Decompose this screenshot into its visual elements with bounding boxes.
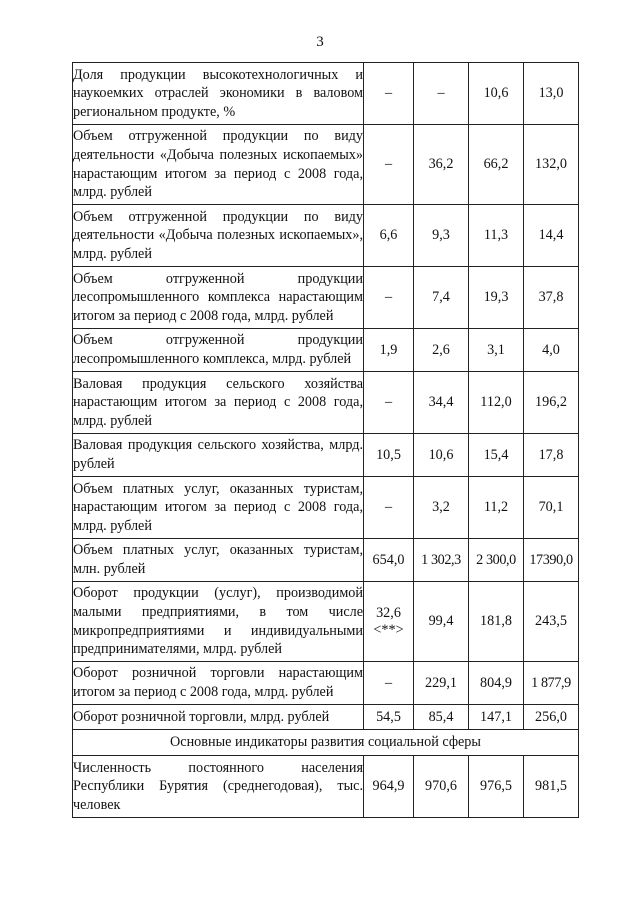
indicator-value: 10,6: [469, 63, 524, 125]
indicator-value-number: 32,6: [376, 604, 401, 621]
indicator-value: 15,4: [469, 434, 524, 477]
indicator-value: 7,4: [414, 267, 469, 329]
indicator-value: –: [414, 63, 469, 125]
indicator-value: 66,2: [469, 125, 524, 205]
indicator-value: 17,8: [524, 434, 579, 477]
indicator-value: 14,4: [524, 205, 579, 267]
indicator-label: Валовая продукция сельского хозяйства, млрд. рублей: [73, 434, 364, 477]
indicator-value: –: [364, 477, 414, 539]
indicator-label: Оборот розничной торговли, млрд. рублей: [73, 705, 364, 730]
indicator-value: 964,9: [364, 756, 414, 818]
indicator-value: 112,0: [469, 372, 524, 434]
indicator-value: 1 877,9: [524, 662, 579, 705]
indicator-value: 36,2: [414, 125, 469, 205]
indicator-value: 1,9: [364, 329, 414, 372]
indicator-value: –: [364, 267, 414, 329]
indicator-value: 54,5: [364, 705, 414, 730]
indicator-value: [364, 582, 414, 662]
indicator-label: Доля продукции высокотехнологичных и наукоемких отраслей экономики в валовом региональном продукте, %: [73, 63, 364, 125]
indicator-value: 804,9: [469, 662, 524, 705]
indicator-label: Оборот розничной торговли нарастающим итогом за период с 2008 года, млрд. рублей: [73, 662, 364, 705]
indicator-label: Объем платных услуг, оказанных туристам, млн. рублей: [73, 539, 364, 582]
indicator-value: 196,2: [524, 372, 579, 434]
indicator-label: Оборот продукции (услуг), производимой малыми предприятиями, в том числе микропредприятиями и индивидуальными предпринимателями, млрд. рублей: [73, 582, 364, 662]
footnote-marker: <**>: [373, 621, 404, 638]
table-row: [73, 372, 579, 434]
indicators-table: [72, 62, 579, 818]
table-row: [73, 756, 579, 818]
indicator-value: 13,0: [524, 63, 579, 125]
indicator-label: Объем отгруженной продукции лесопромышленного комплекса, млрд. рублей: [73, 329, 364, 372]
table-row: [73, 63, 579, 125]
indicator-value: 99,4: [414, 582, 469, 662]
indicator-label: Объем платных услуг, оказанных туристам, нарастающим итогом за период с 2008 года, млрд. рублей: [73, 477, 364, 539]
indicator-value: 976,5: [469, 756, 524, 818]
indicator-value: 70,1: [524, 477, 579, 539]
table-row: [73, 125, 579, 205]
section-heading-row: [73, 730, 579, 756]
indicator-value: –: [364, 372, 414, 434]
indicator-value: 1 302,3: [414, 539, 469, 582]
indicator-value: 3,2: [414, 477, 469, 539]
table-row: [73, 662, 579, 705]
indicator-value: –: [364, 125, 414, 205]
indicator-value: 4,0: [524, 329, 579, 372]
indicator-value: 37,8: [524, 267, 579, 329]
indicator-value: 6,6: [364, 205, 414, 267]
table-row: [73, 434, 579, 477]
indicator-label: Объем отгруженной продукции по виду деятельности «Добыча полезных ископаемых», млрд. рублей: [73, 205, 364, 267]
indicator-label: Численность постоянного населения Республики Бурятия (среднегодовая), тыс. человек: [73, 756, 364, 818]
table-row: [73, 267, 579, 329]
indicator-value: 11,3: [469, 205, 524, 267]
indicator-value: 9,3: [414, 205, 469, 267]
indicator-value: 11,2: [469, 477, 524, 539]
indicator-value: 181,8: [469, 582, 524, 662]
table-row: [73, 477, 579, 539]
indicator-value: 85,4: [414, 705, 469, 730]
section-heading: Основные индикаторы развития социальной сферы: [73, 730, 579, 756]
indicator-value: 2,6: [414, 329, 469, 372]
indicator-value: 19,3: [469, 267, 524, 329]
indicator-label: Объем отгруженной продукции лесопромышленного комплекса нарастающим итогом за период с 2008 года, млрд. рублей: [73, 267, 364, 329]
table-row: [73, 705, 579, 730]
indicator-value: –: [364, 63, 414, 125]
table-row: [73, 329, 579, 372]
indicator-value: 132,0: [524, 125, 579, 205]
indicator-value: 243,5: [524, 582, 579, 662]
indicator-value: 256,0: [524, 705, 579, 730]
indicator-value: 981,5: [524, 756, 579, 818]
indicator-value: 654,0: [364, 539, 414, 582]
page-number: 3: [316, 34, 324, 50]
indicator-label: Объем отгруженной продукции по виду деятельности «Добыча полезных ископаемых» нарастающим итогом за период с 2008 года, млрд. рублей: [73, 125, 364, 205]
indicator-value: 34,4: [414, 372, 469, 434]
indicator-value: 2 300,0: [469, 539, 524, 582]
table-row: [73, 205, 579, 267]
table-row: [73, 539, 579, 582]
indicator-label: Валовая продукция сельского хозяйства нарастающим итогом за период с 2008 года, млрд. рублей: [73, 372, 364, 434]
indicator-value: 229,1: [414, 662, 469, 705]
indicator-value: 3,1: [469, 329, 524, 372]
indicator-value: 147,1: [469, 705, 524, 730]
indicator-value: 17390,0: [524, 539, 579, 582]
indicator-value: 10,5: [364, 434, 414, 477]
table-row: [73, 582, 579, 662]
indicator-value: 970,6: [414, 756, 469, 818]
indicator-value: 10,6: [414, 434, 469, 477]
indicator-value: –: [364, 662, 414, 705]
